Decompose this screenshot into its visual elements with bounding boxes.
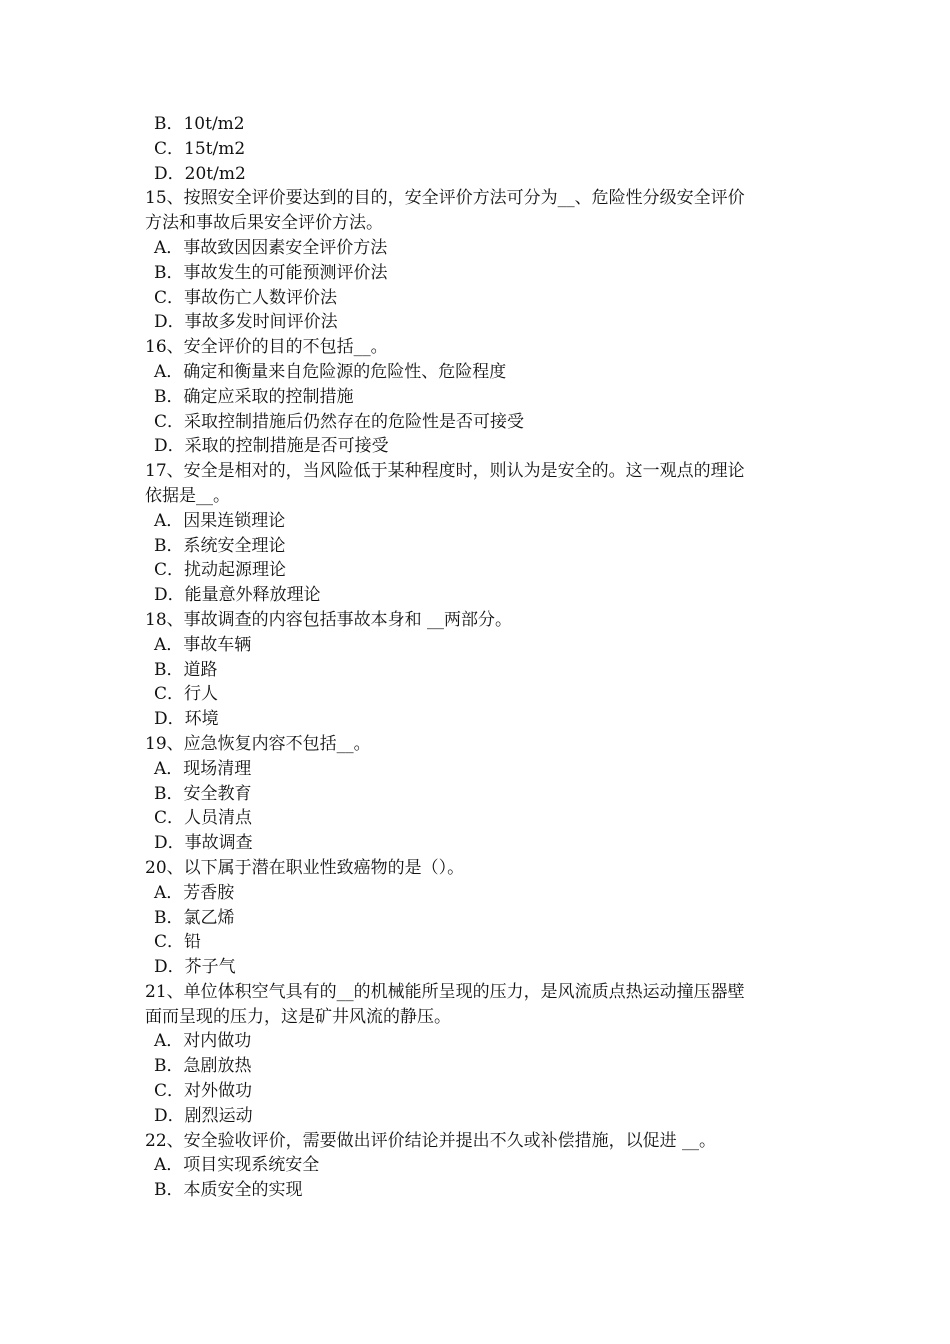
question-text: 20、以下属于潜在职业性致癌物的是（）。 <box>145 857 465 878</box>
answer-option: B．安全教育 <box>154 783 252 804</box>
answer-option: A．确定和衡量来自危险源的危险性、危险程度 <box>154 361 507 382</box>
answer-option: B．本质安全的实现 <box>154 1180 303 1201</box>
question-text: 面而呈现的压力，这是矿井风流的静压。 <box>145 1006 451 1027</box>
answer-option: D．20t/m2 <box>154 163 246 184</box>
answer-option: C．15t/m2 <box>154 138 246 159</box>
answer-option: B．系统安全理论 <box>154 535 286 556</box>
answer-option: A．事故车辆 <box>154 634 252 655</box>
answer-option: A．因果连锁理论 <box>154 510 286 531</box>
answer-option: A．现场清理 <box>154 758 252 779</box>
answer-option: A．芳香胺 <box>154 882 235 903</box>
answer-option: C．事故伤亡人数评价法 <box>154 287 338 308</box>
answer-option: C．行人 <box>154 684 219 705</box>
question-text: 17、安全是相对的，当风险低于某种程度时，则认为是安全的。这一观点的理论 <box>145 461 745 482</box>
question-text: 19、应急恢复内容不包括__。 <box>145 733 371 754</box>
question-text: 依据是__。 <box>145 485 230 506</box>
question-text: 21、单位体积空气具有的__的机械能所呈现的压力，是风流质点热运动撞压器壁 <box>145 981 745 1002</box>
answer-option: A．对内做功 <box>154 1031 252 1052</box>
answer-option: D．事故多发时间评价法 <box>154 312 338 333</box>
exam-questions <box>145 112 805 1203</box>
answer-option: C．对外做功 <box>154 1081 253 1102</box>
answer-option: B．确定应采取的控制措施 <box>154 386 354 407</box>
answer-option: C．人员清点 <box>154 808 253 829</box>
answer-option: D．环境 <box>154 709 219 730</box>
answer-option: A．项目实现系统安全 <box>154 1155 320 1176</box>
answer-option: B．事故发生的可能预测评价法 <box>154 262 388 283</box>
answer-option: C．扰动起源理论 <box>154 560 287 581</box>
answer-option: B．急剧放热 <box>154 1056 252 1077</box>
answer-option: C．铅 <box>154 932 202 953</box>
answer-option: D．芥子气 <box>154 957 236 978</box>
answer-option: B．道路 <box>154 659 218 680</box>
answer-option: A．事故致因因素安全评价方法 <box>154 237 388 258</box>
answer-option: D．采取的控制措施是否可接受 <box>154 436 389 457</box>
question-text: 18、事故调查的内容包括事故本身和 __两部分。 <box>145 609 513 630</box>
question-text: 16、安全评价的目的不包括__。 <box>145 337 388 358</box>
answer-option: D．能量意外释放理论 <box>154 585 321 606</box>
question-text: 方法和事故后果安全评价方法。 <box>145 213 383 234</box>
question-text: 22、安全验收评价，需要做出评价结论并提出不久或补偿措施，以促进 __。 <box>145 1130 717 1151</box>
answer-option: B．10t/m2 <box>154 114 245 134</box>
question-text: 15、按照安全评价要达到的目的，安全评价方法可分为__、危险性分级安全评价 <box>145 188 745 209</box>
answer-option: B．氯乙烯 <box>154 907 235 928</box>
answer-option: C．采取控制措施后仍然存在的危险性是否可接受 <box>154 411 525 432</box>
answer-option: D．剧烈运动 <box>154 1105 253 1126</box>
answer-option: D．事故调查 <box>154 833 253 854</box>
